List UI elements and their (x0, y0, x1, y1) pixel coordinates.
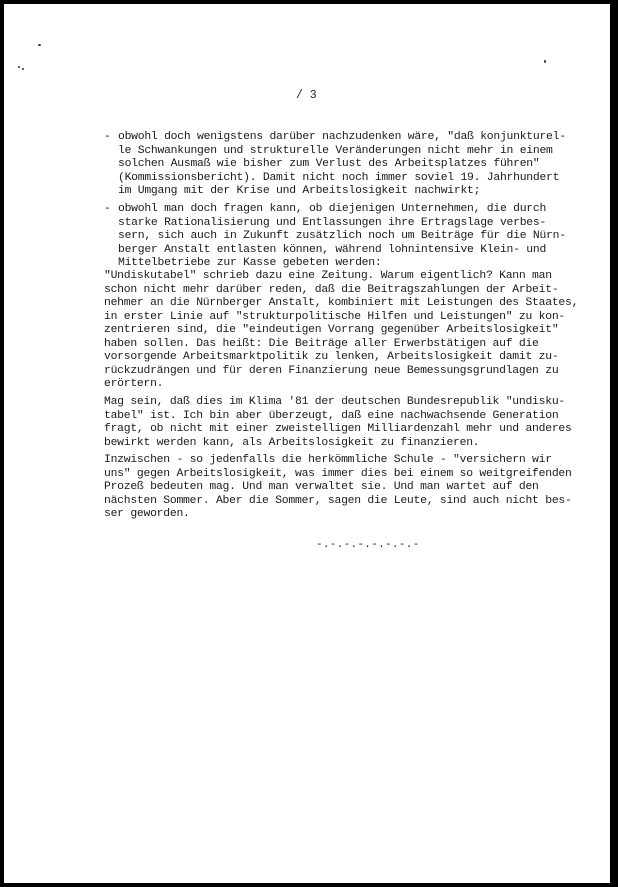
scan-speck (18, 66, 20, 68)
body-paragraph: Mag sein, daß dies im Klima '81 der deutschen Bundesrepublik "undisku- tabel" ist. Ich bin aber überzeugt, daß eine nachwachsende Generation fragt, ob nicht mit einer zweistelligen Milliardenzahl mehr und anderes bewirkt werden kann, als Arbeitslosigkeit zu finanzieren. (104, 396, 572, 449)
bullet-item (104, 203, 604, 271)
bullet-text: obwohl doch wenigstens darüber nachzudenken wäre, "daß konjunkturel- le Schwankungen und strukturelle Veränderungen nicht mehr in einem solchen Ausmaß wie bisher zum Verlust des Arbeitsplatzes führen" (Kommissionsbericht). Damit nicht noch immer soviel 19. Jahrhundert im Umgang mit der Krise und Arbeitslosigkeit nachwirkt; (118, 131, 566, 197)
document-page (4, 4, 610, 883)
end-separator: -.-.-.-.-.-.-.- (316, 539, 420, 551)
scan-speck (22, 68, 24, 70)
scan-speck (38, 44, 41, 46)
bullet-text: obwohl man doch fragen kann, ob diejenigen Unternehmen, die durch starke Rationalisierung und Entlassungen ihre Ertragslage verbes- sern, sich auch in Zukunft zusätzlich noch um Beiträge für die Nürn- berger Anstalt entlasten können, während lohnintensive Klein- und Mittelbetriebe zur Kasse gebeten werden: (118, 203, 566, 269)
bullet-dash: - (104, 203, 111, 215)
scan-speck (544, 60, 546, 63)
page-number: / 3 (296, 89, 317, 102)
body-paragraph: "Undiskutabel" schrieb dazu eine Zeitung. Warum eigentlich? Kann man schon nicht mehr darüber reden, daß die Beitragszahlungen der Arbeit- nehmer an die Nürnberger Anstalt, kombiniert mit Leistungen des Staates, in erster Linie auf "strukturpolitische Hilfen und Leistungen" zu kon- zentrieren sind, die "eindeutigen Vorrang gegenüber Arbeitslosigkeit" haben sollen. Das heißt: Die Beiträge aller Erwerbstätigen auf die vorsorgende Arbeitsmarktpolitik zu lenken, Arbeitslosigkeit damit zu- rückzudrängen und für deren Finanzierung neue Bemessungsgrundlagen zu erörtern. (104, 270, 579, 390)
bullet-item (104, 131, 604, 199)
body-paragraph: Inzwischen - so jedenfalls die herkömmliche Schule - "versichern wir uns" gegen Arbeitslosigkeit, was immer dies bei einem so weitgreifenden Prozeß bedeuten mag. Und man verwaltet sie. Und man wartet auf den nächsten Sommer. Aber die Sommer, sagen die Leute, sind auch nicht bes- ser geworden. (104, 454, 572, 520)
bullet-dash: - (104, 131, 111, 143)
